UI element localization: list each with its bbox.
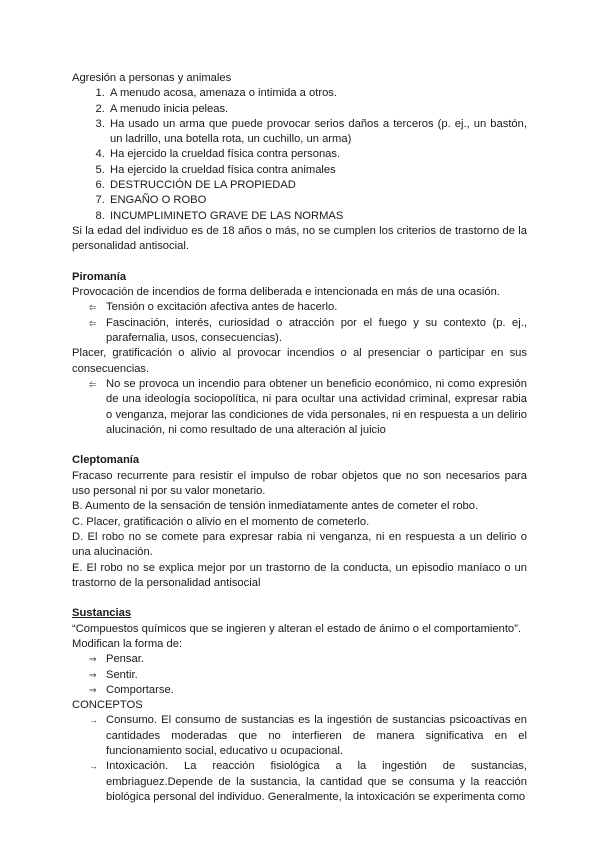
list-item: ⇒ Comportarse.: [106, 683, 527, 698]
heading-cleptomania: Cleptomanía: [72, 454, 140, 467]
double-arrow-bullet-icon: ⇒: [89, 669, 97, 680]
list-item: 1. A menudo acosa, amenaza o intimida a otros.: [108, 86, 527, 101]
list-item: ⇒ Sentir.: [106, 668, 527, 683]
sustancias-modify: Modifican la forma de:: [72, 637, 183, 650]
list-item: 8. INCUMPLIMINETO GRAVE DE LAS NORMAS: [108, 209, 527, 224]
list-item: 2. A menudo inicia peleas.: [108, 102, 527, 117]
piromania-intro: Provocación de incendios de forma deliberada e intencionada en más de una ocasión.: [72, 286, 500, 299]
list-item: 4. Ha ejercido la crueldad física contra personas.: [108, 147, 527, 162]
arrow-bullet-icon: ⥢: [89, 378, 97, 389]
list-item: ⥢ No se provoca un incendio para obtener un beneficio económico, ni como expresión de una ideología sociopolítica, ni para ocultar una actividad criminal, expresar rabia o venganza, mejorar las condiciones de vida personales, ni en respuesta a un delirio alucinación, ni como resultado de una alteración al juicio: [89, 377, 527, 436]
list-item: ⇒ Pensar.: [106, 652, 527, 667]
piromania-bullets-2: [72, 377, 527, 438]
agresion-list: [72, 86, 527, 224]
cleptomania-line: C. Placer, gratificación o alivio en el momento de cometerlo.: [72, 515, 370, 528]
list-item: 3. Ha usado un arma que puede provocar serios daños a terceros (p. ej., un bastón, un ladrillo, una botella rota, un cuchillo, un arma): [108, 117, 527, 148]
list-item: ⥢ Tensión o excitación afectiva antes de hacerlo.: [106, 300, 527, 315]
heading-piromania: Piromanía: [72, 270, 127, 283]
list-item: → Consumo. El consumo de sustancias es la ingestión de sustancias psicoactivas en cantidades moderadas que no interfieren de manera significativa en el funcionamiento social, educativo u ocupacional.: [89, 714, 527, 758]
list-item: 6. DESTRUCCIÓN DE LA PROPIEDAD: [108, 178, 527, 193]
document-page: [72, 71, 527, 805]
arrow-bullet-icon: →: [89, 715, 98, 726]
conceptos-label: CONCEPTOS: [72, 699, 143, 712]
list-item: ⥢ Fascinación, interés, curiosidad o atracción por el fuego y su contexto (p. ej., parafernalia, usos, consecuencias).: [89, 316, 527, 345]
heading-sustancias: Sustancias: [72, 607, 132, 620]
list-item: → Intoxicación. La reacción fisiológica a la ingestión de sustancias, embriaguez.Depende de la sustancia, la cantidad que se consuma y la reacción biológica personal del individuo. Generalmente, la intoxicación se experimenta como: [89, 760, 527, 803]
piromania-bullets-1: [72, 300, 527, 346]
cleptomania-line: E. El robo no se explica mejor por un trastorno de la conducta, un episodio maníaco o un trastorno de la personalidad antisocial: [72, 561, 527, 589]
cleptomania-line: B. Aumento de la sensación de tensión inmediatamente antes de cometer el robo.: [72, 500, 479, 513]
conceptos-list: [72, 713, 527, 805]
cleptomania-line: D. El robo no se comete para expresar rabia ni venganza, ni en respuesta a un delirio o una alucinación.: [72, 530, 527, 559]
sustancias-forms: [72, 652, 527, 698]
piromania-paragraph: Placer, gratificación o alivio al provocar incendios o al presenciar o participar en sus consecuencias.: [72, 347, 527, 375]
agresion-note: Si la edad del individuo es de 18 años o más, no se cumplen los criterios de trastorno de la personalidad antisocial.: [72, 224, 527, 253]
arrow-bullet-icon: →: [89, 761, 98, 772]
list-item: 5. Ha ejercido la crueldad física contra animales: [108, 163, 527, 178]
double-arrow-bullet-icon: ⇒: [89, 684, 97, 695]
double-arrow-bullet-icon: ⇒: [89, 654, 97, 665]
arrow-bullet-icon: ⥢: [89, 302, 97, 313]
list-item: 7. ENGAÑO O ROBO: [108, 193, 527, 208]
cleptomania-line: Fracaso recurrente para resistir el impulso de robar objetos que no son necesarios para uso personal ni por su valor monetario.: [72, 469, 527, 498]
arrow-bullet-icon: ⥢: [89, 317, 97, 328]
sustancias-quote: “Compuestos químicos que se ingieren y alteran el estado de ánimo o el comportamiento”.: [72, 622, 521, 635]
section-title-agresion: Agresión a personas y animales: [72, 72, 232, 84]
